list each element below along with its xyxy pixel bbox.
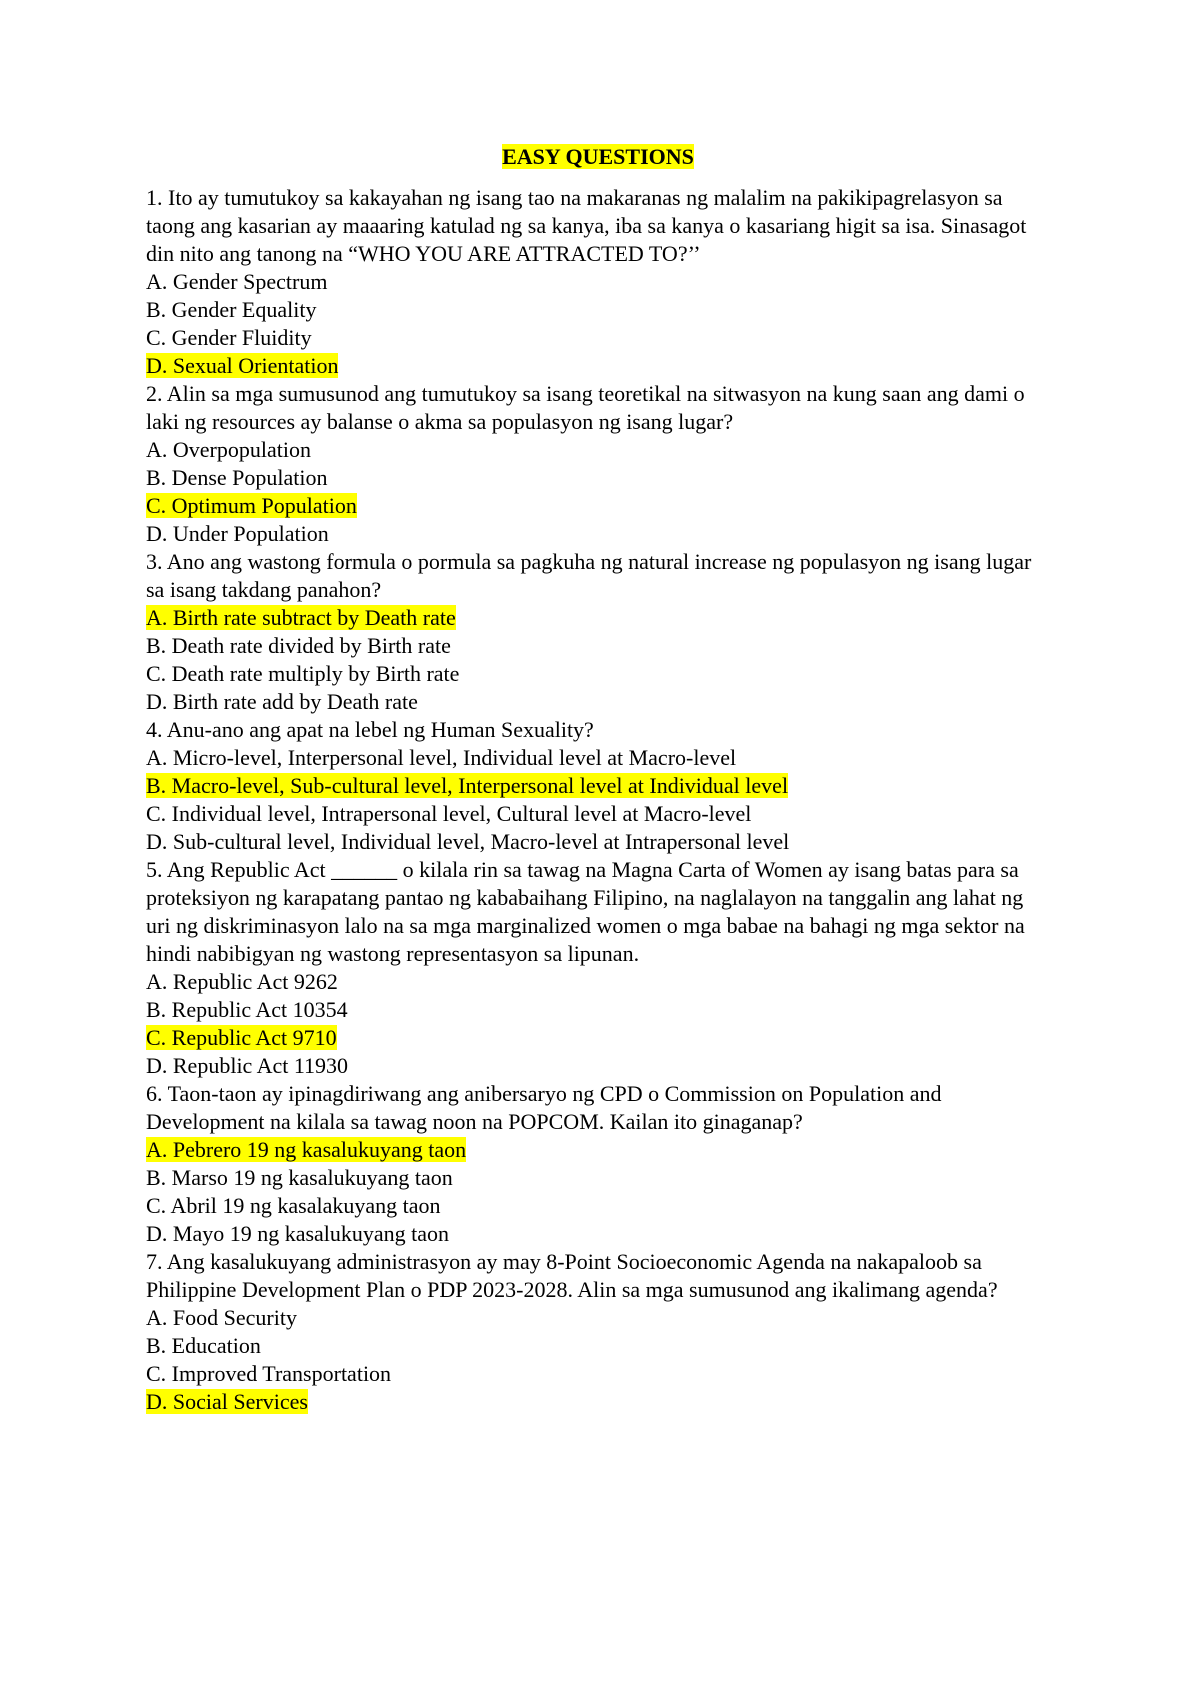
option-line (146, 324, 1050, 352)
question-stem: 4. Anu-ano ang apat na lebel ng Human Sexuality? (146, 717, 594, 742)
option-line (146, 744, 1050, 772)
answer-option: C. Improved Transportation (146, 1361, 392, 1386)
option-line (146, 1164, 1050, 1192)
option-line (146, 436, 1050, 464)
option-line (146, 688, 1050, 716)
title-row (146, 143, 1050, 171)
answer-option: B. Dense Population (146, 465, 328, 490)
option-line (146, 1332, 1050, 1360)
option-line (146, 632, 1050, 660)
answer-option: D. Birth rate add by Death rate (146, 689, 418, 714)
question-block (146, 716, 1050, 856)
answer-option: A. Food Security (146, 1305, 297, 1330)
option-line (146, 1192, 1050, 1220)
option-line (146, 772, 1050, 800)
answer-option: D. Republic Act 11930 (146, 1053, 349, 1078)
correct-answer-option: A. Pebrero 19 ng kasalukuyang taon (146, 1137, 467, 1162)
correct-answer-option: C. Republic Act 9710 (146, 1025, 337, 1050)
answer-option: B. Gender Equality (146, 297, 317, 322)
answer-option: B. Education (146, 1333, 261, 1358)
option-line (146, 1052, 1050, 1080)
answer-option: A. Gender Spectrum (146, 269, 328, 294)
option-line (146, 1024, 1050, 1052)
question-stem: 5. Ang Republic Act ______ o kilala rin sa tawag na Magna Carta of Women ay isang batas para sa proteksiyon ng karapatang pantao ng kababaihang Filipino, na naglalayon na tanggalin ang lahat ng uri ng diskriminasyon lalo na sa mga marginalized women o mga babae na bahagi ng mga sektor na hindi nabibigyan ng wastong representasyon sa lipunan. (146, 857, 1025, 966)
option-line (146, 492, 1050, 520)
option-line (146, 1388, 1050, 1416)
answer-option: A. Republic Act 9262 (146, 969, 338, 994)
option-line (146, 604, 1050, 632)
answer-option: B. Marso 19 ng kasalukuyang taon (146, 1165, 453, 1190)
correct-answer-option: C. Optimum Population (146, 493, 357, 518)
option-line (146, 1304, 1050, 1332)
correct-answer-option: B. Macro-level, Sub-cultural level, Interpersonal level at Individual level (146, 773, 789, 798)
answer-option: D. Under Population (146, 521, 329, 546)
option-line (146, 268, 1050, 296)
option-line (146, 828, 1050, 856)
answer-option: D. Sub-cultural level, Individual level, Macro-level at Intrapersonal level (146, 829, 790, 854)
question-list (146, 184, 1050, 1416)
option-line (146, 1136, 1050, 1164)
option-line (146, 296, 1050, 324)
question-block (146, 856, 1050, 1080)
question-stem: 6. Taon-taon ay ipinagdiriwang ang anibersaryo ng CPD o Commission on Population and Development na kilala sa tawag noon na POPCOM. Kailan ito ginaganap? (146, 1081, 942, 1134)
option-line (146, 1220, 1050, 1248)
answer-option: A. Overpopulation (146, 437, 311, 462)
option-line (146, 996, 1050, 1024)
option-line (146, 1360, 1050, 1388)
option-line (146, 800, 1050, 828)
option-line (146, 660, 1050, 688)
question-stem: 3. Ano ang wastong formula o pormula sa pagkuha ng natural increase ng populasyon ng isang lugar sa isang takdang panahon? (146, 549, 1032, 602)
correct-answer-option: D. Social Services (146, 1389, 308, 1414)
answer-option: D. Mayo 19 ng kasalukuyang taon (146, 1221, 450, 1246)
answer-option: C. Gender Fluidity (146, 325, 312, 350)
question-stem: 2. Alin sa mga sumusunod ang tumutukoy sa isang teoretikal na sitwasyon na kung saan ang dami o laki ng resources ay balanse o akma sa populasyon ng isang lugar? (146, 381, 1025, 434)
question-block (146, 380, 1050, 548)
answer-option: C. Individual level, Intrapersonal level, Cultural level at Macro-level (146, 801, 752, 826)
question-block (146, 184, 1050, 380)
question-block (146, 548, 1050, 716)
question-stem: 7. Ang kasalukuyang administrasyon ay may 8-Point Socioeconomic Agenda na nakapaloob sa Philippine Development Plan o PDP 2023-2028. Alin sa mga sumusunod ang ikalimang agenda? (146, 1249, 998, 1302)
question-stem: 1. Ito ay tumutukoy sa kakayahan ng isang tao na makaranas ng malalim na pakikipagrelasyon sa taong ang kasarian ay maaaring katulad ng sa kanya, iba sa kanya o kasariang higit sa isa. Sinasagot din nito ang tanong na “WHO YOU ARE ATTRACTED TO?’’ (146, 185, 1027, 266)
answer-option: B. Republic Act 10354 (146, 997, 348, 1022)
page-title: EASY QUESTIONS (502, 144, 694, 169)
option-line (146, 352, 1050, 380)
option-line (146, 968, 1050, 996)
answer-option: C. Death rate multiply by Birth rate (146, 661, 460, 686)
option-line (146, 520, 1050, 548)
question-block (146, 1248, 1050, 1416)
answer-option: B. Death rate divided by Birth rate (146, 633, 451, 658)
answer-option: A. Micro-level, Interpersonal level, Individual level at Macro-level (146, 745, 737, 770)
answer-option: C. Abril 19 ng kasalakuyang taon (146, 1193, 441, 1218)
option-line (146, 464, 1050, 492)
question-block (146, 1080, 1050, 1248)
correct-answer-option: A. Birth rate subtract by Death rate (146, 605, 456, 630)
correct-answer-option: D. Sexual Orientation (146, 353, 339, 378)
